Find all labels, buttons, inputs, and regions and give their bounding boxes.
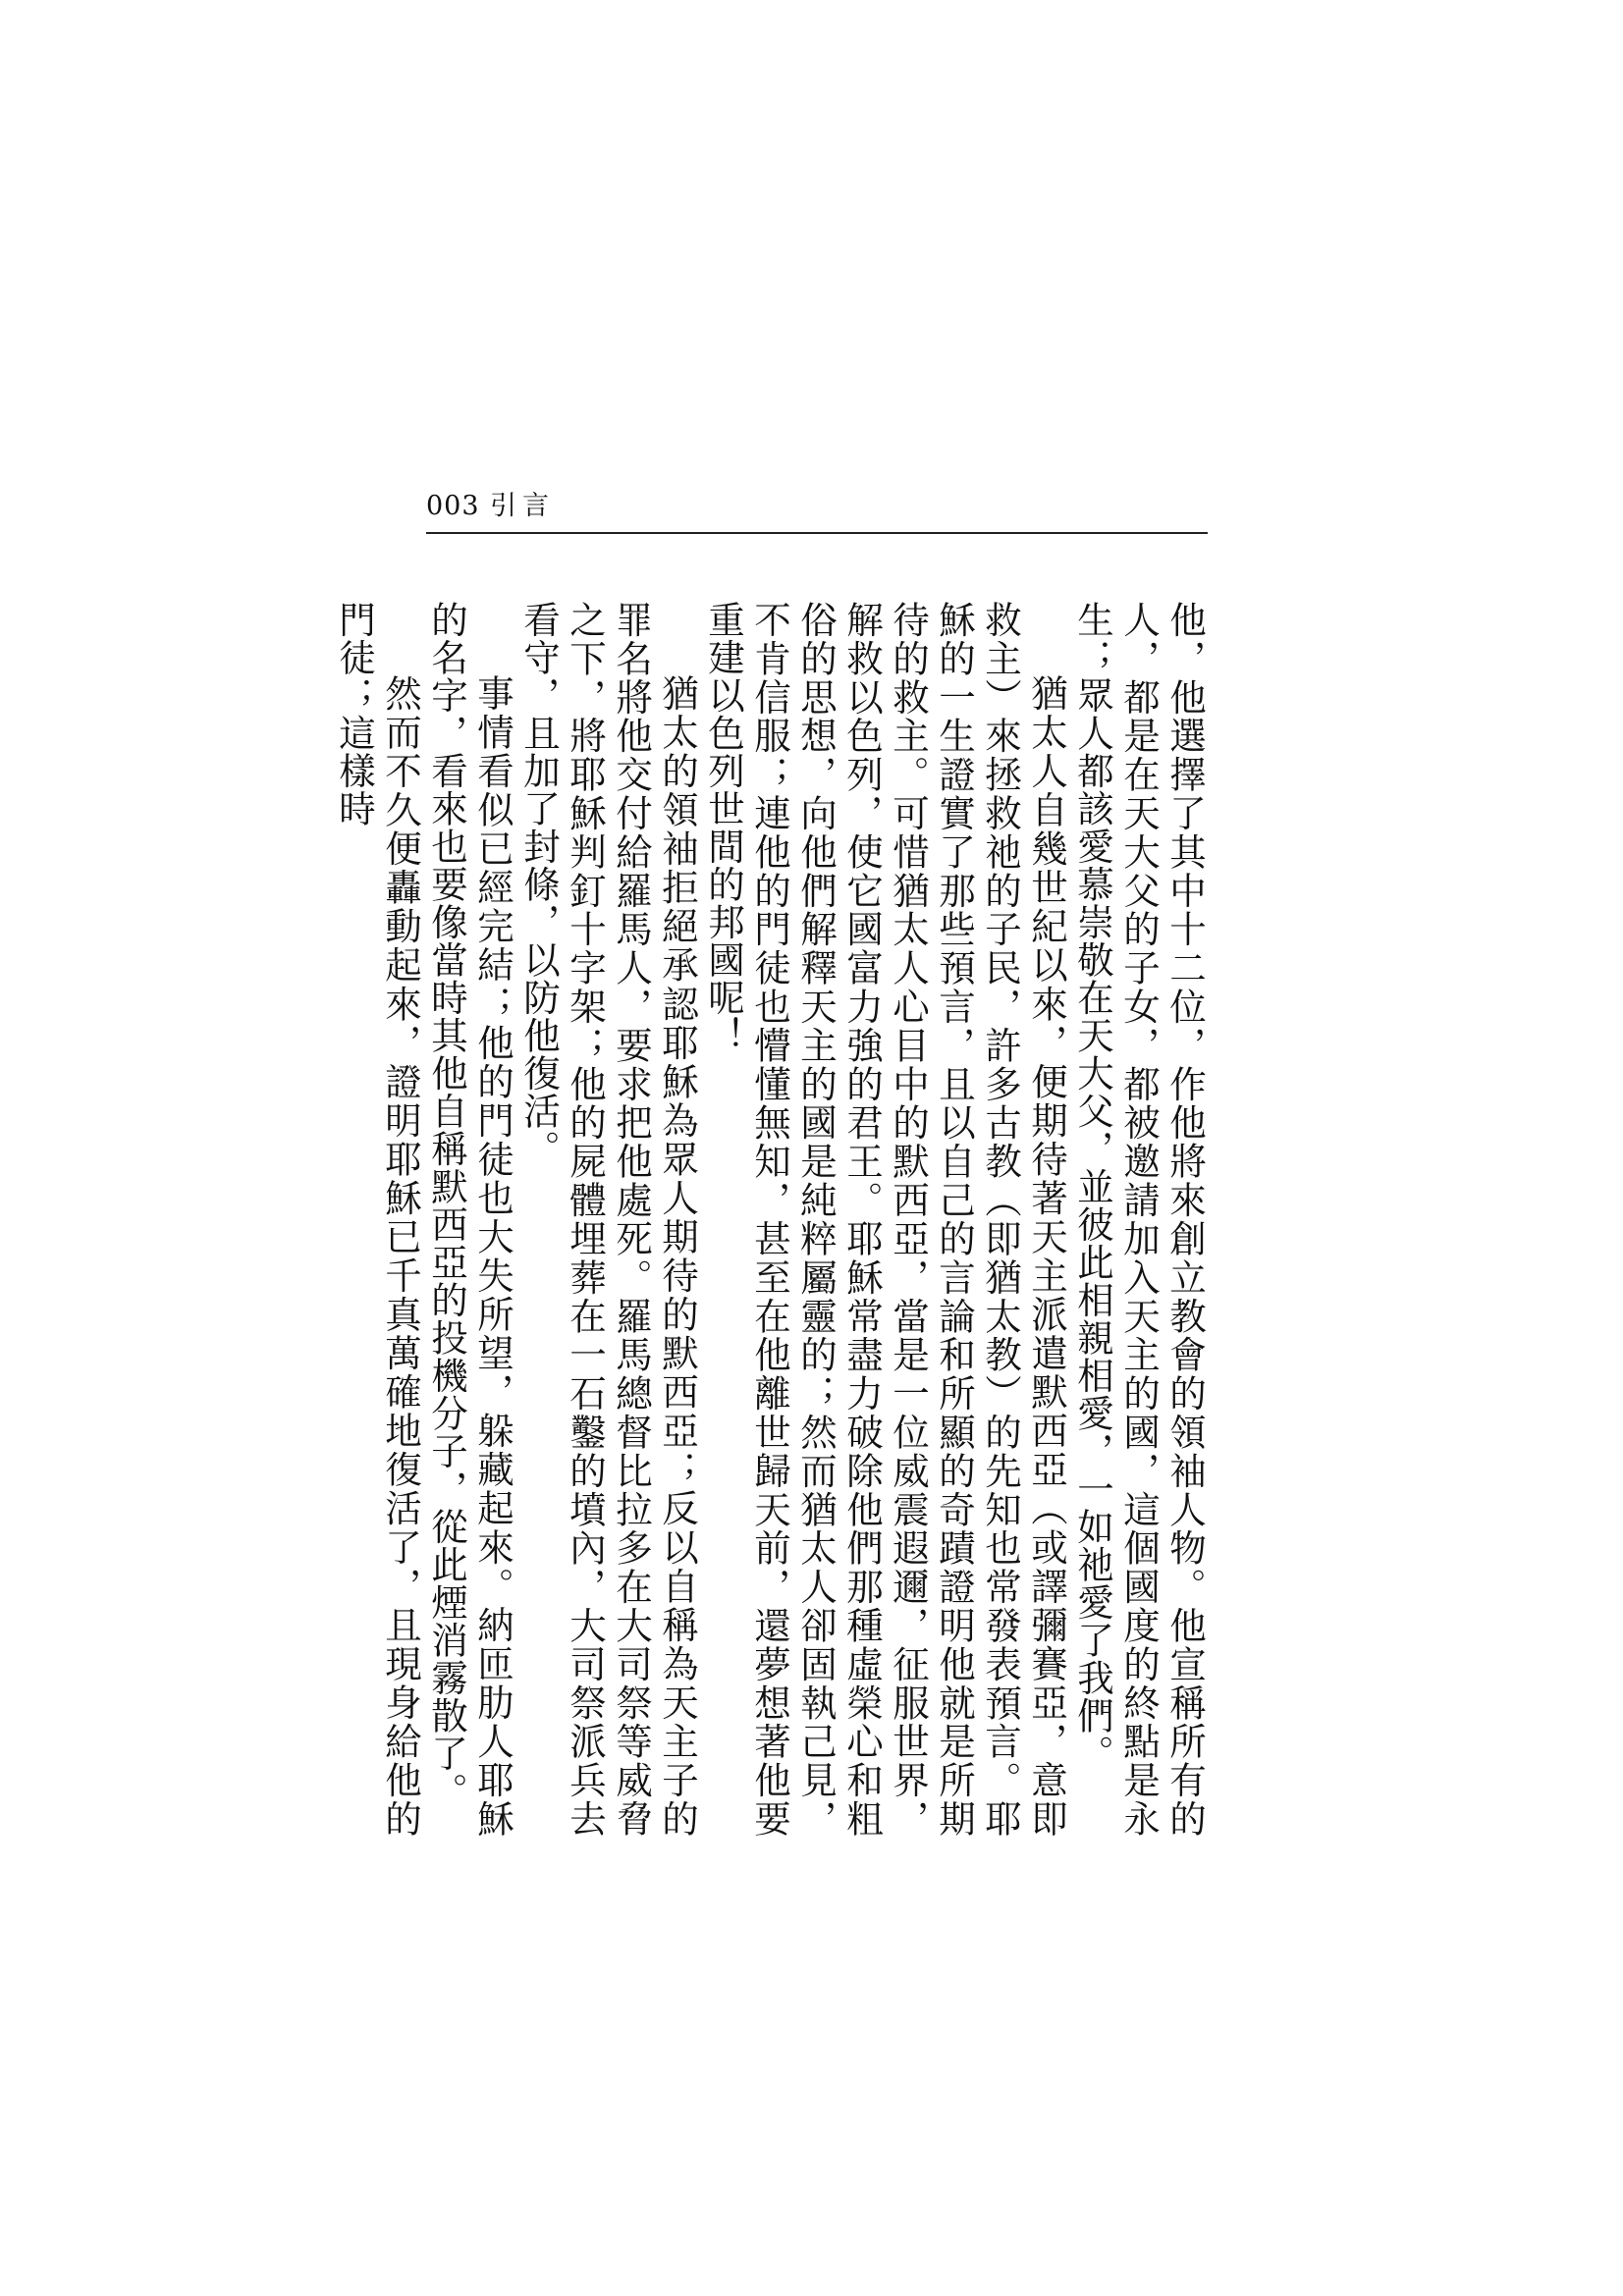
page-number: 003 <box>426 491 480 521</box>
vertical-body-text <box>333 601 1208 1838</box>
paragraph-5: 然而不久便轟動起來，證明耶穌已千真萬確地復活了，且現身給他的門徒；這樣時 <box>333 601 422 1838</box>
paragraph-3: 猶太的領袖拒絕承認耶穌為眾人期待的默西亞；反以自稱為天主子的罪名將他交付給羅馬人，要求把他處死。羅馬總督比拉多在大司祭等威脅之下，將耶穌判釘十字架；他的屍體埋葬在一石鑿的墳內，大司祭派兵去看守，且加了封條，以防他復活。 <box>517 601 699 1838</box>
paragraph-1: 他，他選擇了其中十二位，作他將來創立教會的領袖人物。他宣稱所有的人，都是在天大父的子女，都被邀請加入天主的國，這個國度的終點是永生；眾人都該愛慕崇敬在天大父，並彼此相親相愛，一如祂愛了我們。 <box>1071 601 1207 1838</box>
section-title: 引言 <box>490 491 555 521</box>
paragraph-2: 猶太人自幾世紀以來，便期待著天主派遣默西亞（或譯彌賽亞，意即救主）來拯救祂的子民，許多古教（即猶太教）的先知也常發表預言。耶穌的一生證實了那些預言，且以自己的言論和所顯的奇蹟證明他就是所期待的救主。可惜猶太人心目中的默西亞，當是一位威震遐邇，征服世界，解救以色列，使它國富力強的君王。耶穌常盡力破除他們那種虛榮心和粗俗的思想，向他們解釋天主的國是純粹屬靈的；然而猶太人卻固執己見，不肯信服；連他的門徒也懵懂無知，甚至在他離世歸天前，還夢想著他要重建以色列世間的邦國呢！ <box>702 601 1068 1838</box>
page-header <box>426 491 1208 534</box>
paragraph-4: 事情看似已經完結；他的門徒也大失所望，躲藏起來。納匝肋人耶穌的名字，看來也要像當時其他自稱默西亞的投機分子，從此煙消霧散了。 <box>425 601 514 1838</box>
